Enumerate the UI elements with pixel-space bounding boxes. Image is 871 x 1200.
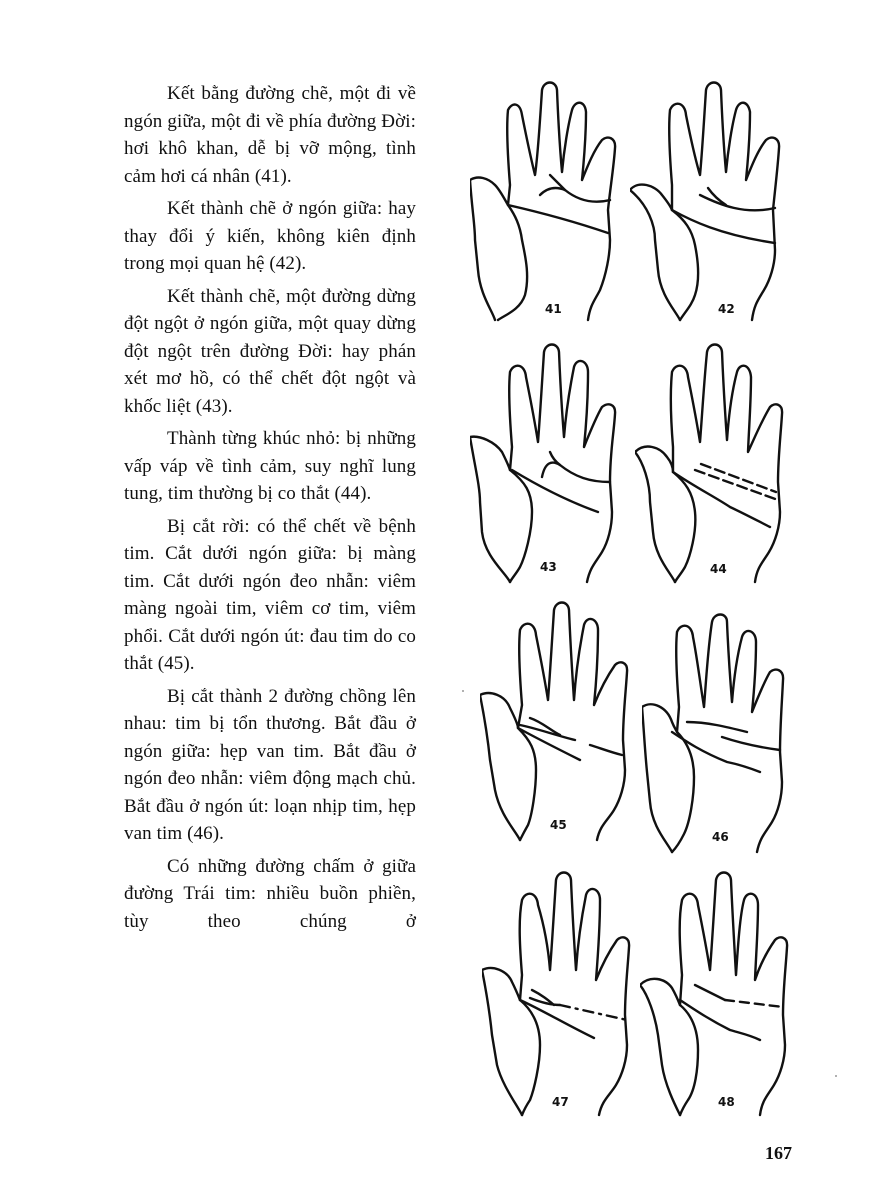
figure-44 [635,342,800,597]
figure-label: 45 [550,818,567,832]
hand-palm-icon [635,342,800,592]
hand-palm-icon [642,612,807,862]
paragraph-45: Bị cắt rời: có thể chết về bệnh tim. Cắt dưới ngón giữa: bị màng tim. Cắt dưới ngón đeo nhẫn: viêm màng ngoài tim, viêm cơ tim, viêm phổi. Cắt dưới ngón út: đau tim do co thắt (45). [124,515,416,674]
hand-palm-icon [480,600,645,850]
figure-46 [642,612,807,867]
hand-palm-icon [470,342,635,592]
hand-palm-icon [482,870,647,1120]
figure-label: 46 [712,830,729,844]
figure-48 [640,870,805,1125]
figure-42 [630,80,795,335]
figure-43 [470,342,635,597]
paragraph-41: Kết bằng đường chẽ, một đi về ngón giữa, một đi về phía đường Đời: hơi khô khan, dễ bị vỡ mộng, tình cảm hơi cá nhân (41). [124,83,416,187]
figure-label: 47 [552,1095,569,1109]
figure-label: 43 [540,560,557,574]
figure-47 [482,870,647,1125]
body-text [124,80,416,940]
scan-speck [462,690,464,692]
palm-figures [470,70,810,1120]
hand-palm-icon [640,870,805,1120]
figure-label: 48 [718,1095,735,1109]
figure-label: 44 [710,562,727,576]
hand-palm-icon [630,80,795,330]
hand-palm-icon [470,80,635,330]
paragraph-46: Bị cắt thành 2 đường chồng lên nhau: tim bị tổn thương. Bắt đầu ở ngón giữa: hẹp van tim. Bắt đầu ở ngón đeo nhẫn: viêm động mạch chủ. Bắt đầu ở ngón út: loạn nhịp tim, hẹp van tim (46). [124,685,416,844]
paragraph-44: Thành từng khúc nhỏ: bị những vấp váp về tình cảm, suy nghĩ lung tung, tim thường bị co thắt (44). [124,428,416,504]
figure-41 [470,80,635,335]
page-number: 167 [765,1143,792,1163]
paragraph-47: Có những đường chấm ở giữa đường Trái tim: nhiều buồn phiền, tùy theo chúng ở [124,855,416,932]
paragraph-42: Kết thành chẽ ở ngón giữa: hay thay đổi ý kiến, không kiên định trong mọi quan hệ (42). [124,198,416,274]
figure-label: 42 [718,302,735,316]
figure-45 [480,600,645,855]
scan-speck [835,1075,837,1077]
figure-label: 41 [545,302,562,316]
paragraph-43: Kết thành chẽ, một đường dừng đột ngột ở ngón giữa, một quay dừng đột ngột trên đường Đời: hay phán xét mơ hồ, có thể chết đột ngột và khốc liệt (43). [124,285,416,417]
